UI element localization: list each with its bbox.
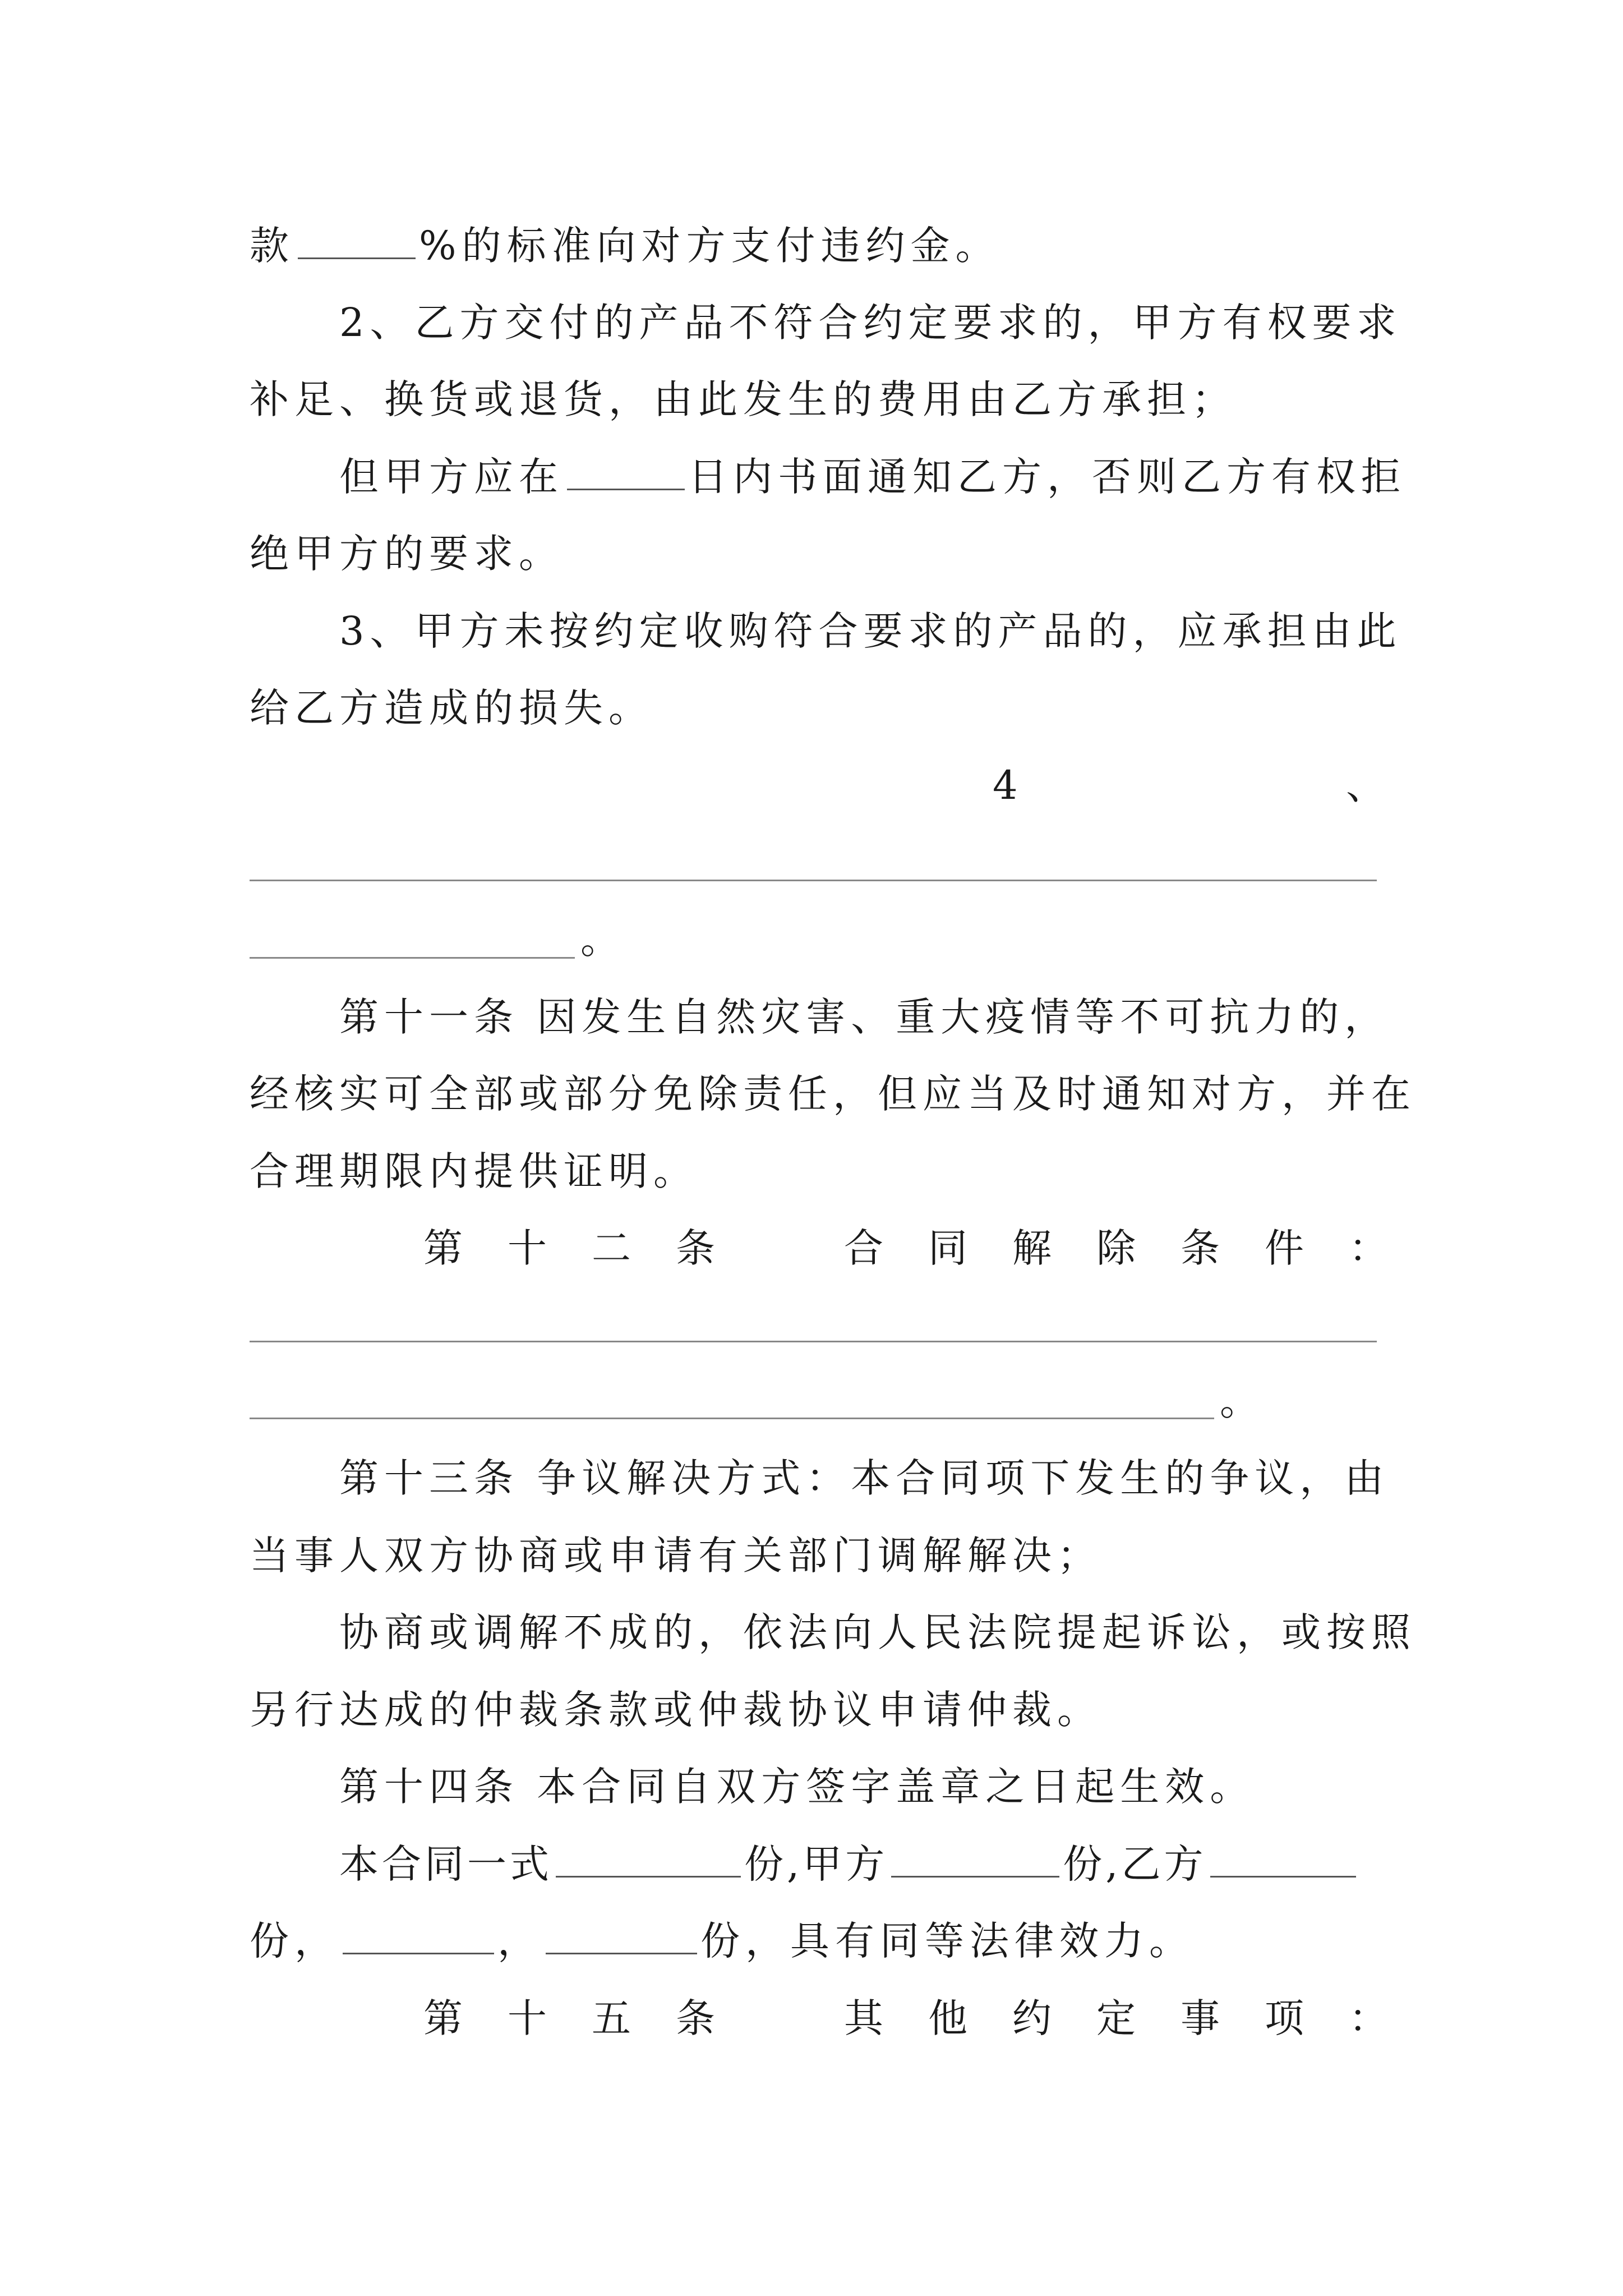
text: 。: [580, 917, 625, 963]
text: 份,甲方: [744, 1841, 888, 1887]
char: 条: [676, 1995, 715, 2041]
blank-line-clause-4-end: [250, 957, 575, 959]
clause-3-line-2: [250, 669, 1388, 747]
blank-party-a-copies: [891, 1833, 1059, 1878]
char: 其: [844, 1995, 883, 2041]
char-gap: [760, 1209, 799, 1287]
text: 本合同一式: [339, 1841, 552, 1887]
article-13-line-3: [339, 1593, 1416, 1672]
text: 另行达成的仲裁条款或仲裁协议申请仲裁。: [250, 1687, 1102, 1733]
text: 但甲方应在: [339, 454, 564, 500]
article-13-line-2: [250, 1516, 1388, 1595]
notice-days-line: [339, 438, 1406, 516]
blank-line-termination-2: [250, 1418, 1214, 1419]
text: ，: [497, 1918, 542, 1964]
article-15-heading: [423, 1979, 1388, 2058]
char: 条: [676, 1225, 715, 1271]
text: 给乙方造成的损失。: [250, 685, 653, 731]
blank-party-b-copies: [1210, 1833, 1356, 1878]
text: 2、乙方交付的产品不符合约定要求的，甲方有权要求: [339, 300, 1402, 346]
char: 十: [508, 1995, 547, 2041]
article-14-line-1: [339, 1747, 1388, 1826]
clause-4-digit: 4: [993, 762, 1023, 808]
char: 五: [592, 1995, 631, 2041]
char: 约: [1012, 1995, 1052, 2041]
blank-total-copies: [556, 1833, 741, 1878]
blank-other-copies: [546, 1910, 697, 1954]
text: 第十三条 争议解决方式：本合同项下发生的争议，由: [339, 1455, 1390, 1501]
text: 。: [1220, 1378, 1265, 1424]
char: 第: [423, 1995, 463, 2041]
char: 项: [1265, 1995, 1304, 2041]
char: 件: [1265, 1225, 1304, 1271]
text: 协商或调解不成的，依法向人民法院提起诉讼，或按照: [339, 1609, 1416, 1655]
text: 份，具有同等法律效力。: [700, 1918, 1194, 1964]
char: ：: [1349, 1225, 1388, 1271]
copies-line-2: [250, 1902, 1388, 1980]
char: 除: [1096, 1225, 1136, 1271]
article-11-line-3: [250, 1132, 1388, 1211]
line-penalty-rate: [250, 206, 1388, 285]
clause-4-number: [993, 746, 1391, 825]
text: 补足、换货或退货，由此发生的费用由乙方承担；: [250, 376, 1237, 422]
char: 他: [928, 1995, 967, 2041]
char: 十: [508, 1225, 547, 1271]
text: 当事人双方协商或申请有关部门调解解决；: [250, 1533, 1102, 1579]
text: 日内书面通知乙方，否则乙方有权拒: [688, 454, 1406, 500]
clause-2-line-1: [339, 283, 1402, 362]
text: 第十一条 因发生自然灾害、重大疫情等不可抗力的，: [339, 994, 1390, 1040]
text: 份,乙方: [1063, 1841, 1207, 1887]
period-article-12: [1220, 1362, 1332, 1441]
char: 同: [928, 1225, 967, 1271]
article-11-line-1: [339, 978, 1388, 1056]
blank-line-termination-1: [250, 1341, 1377, 1342]
char: 条: [1181, 1225, 1220, 1271]
text: 3、甲方未按约定收购符合要求的产品的，应承担由此: [339, 608, 1402, 654]
blank-other-party: [343, 1910, 494, 1954]
blank-penalty-percent: [298, 215, 416, 259]
char: 事: [1181, 1995, 1220, 2041]
article-13-line-4: [250, 1671, 1388, 1749]
text: 份，: [250, 1918, 339, 1964]
text: %的标准向对方支付违约金。: [419, 223, 1000, 269]
text: 绝甲方的要求。: [250, 531, 564, 577]
clause-3-line-1: [339, 592, 1402, 670]
notice-line-2: [250, 514, 1388, 593]
article-11-line-2: [250, 1055, 1416, 1133]
article-12-heading: [423, 1209, 1388, 1287]
char: 解: [1012, 1225, 1052, 1271]
char: 定: [1096, 1995, 1136, 2041]
clause-2-line-2: [250, 360, 1388, 439]
text: 第十四条 本合同自双方签字盖章之日起生效。: [339, 1764, 1255, 1810]
text: 款: [250, 223, 294, 269]
char: 第: [423, 1225, 463, 1271]
char: ：: [1349, 1995, 1388, 2041]
blank-line-clause-4: [250, 880, 1377, 881]
clause-4-mark: 、: [1346, 762, 1391, 808]
blank-notice-days: [567, 446, 685, 490]
char-gap: [760, 1979, 799, 2058]
copies-line-1: [339, 1825, 1388, 1903]
char: 二: [592, 1225, 631, 1271]
char: 合: [844, 1225, 883, 1271]
text: 经核实可全部或部分免除责任，但应当及时通知对方，并在: [250, 1071, 1416, 1117]
period-clause-4: [580, 900, 693, 979]
text: 合理期限内提供证明。: [250, 1148, 698, 1194]
article-13-line-1: [339, 1439, 1388, 1517]
